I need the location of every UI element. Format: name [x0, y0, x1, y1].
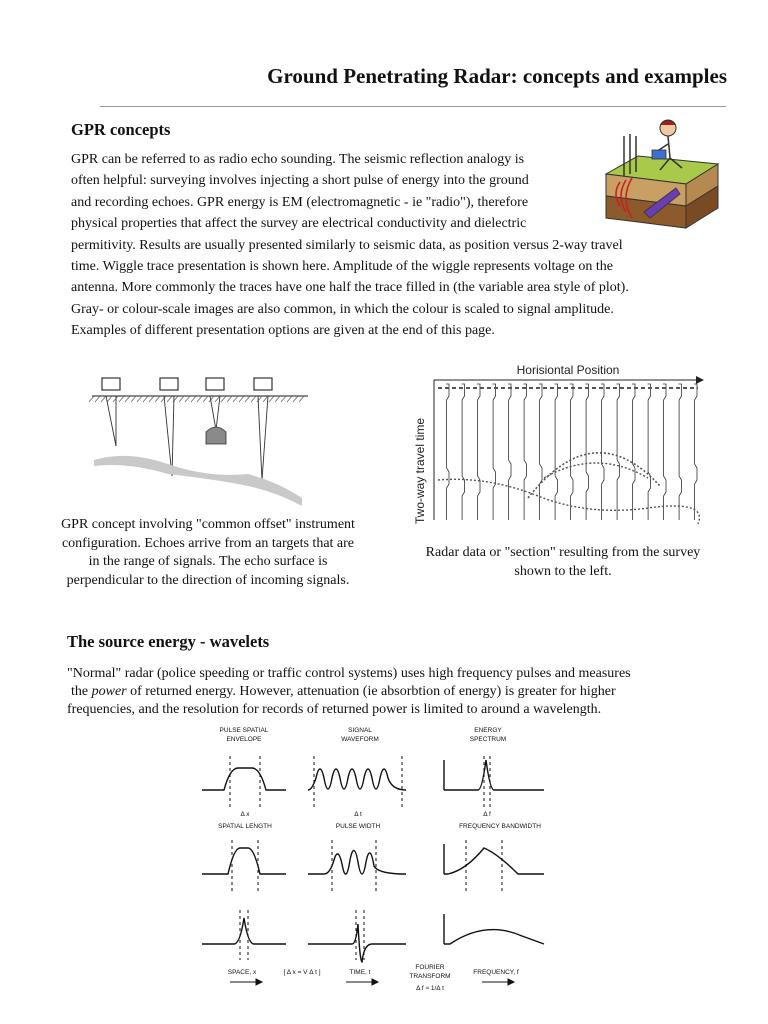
- frequency-bandwidth-label: FREQUENCY BANDWIDTH: [459, 823, 541, 830]
- wiggle-trace: [601, 384, 604, 520]
- frequency-f-label: FREQUENCY, f: [473, 969, 519, 976]
- x-axis-label: Horisiontal Position: [516, 363, 620, 377]
- wiggle-trace: [663, 384, 666, 520]
- common-offset-diagram: [88, 370, 314, 506]
- gpr-concepts-heading: GPR concepts: [71, 120, 171, 139]
- wiggle-trace: [508, 384, 511, 520]
- col1-title-line: ENVELOPE: [226, 736, 262, 743]
- text-span: the: [71, 684, 92, 699]
- col1-title-line: PULSE SPATIAL: [219, 727, 269, 734]
- paragraph-line: [67, 683, 727, 701]
- pulse-width-label: PULSE WIDTH: [335, 823, 381, 830]
- text-span: of returned energy. However, attenuation (ie absorbtion of energy) is greater for higher: [126, 684, 616, 699]
- wiggle-trace: [477, 384, 480, 520]
- wiggle-trace: [586, 384, 589, 520]
- wiggle-trace: [617, 384, 620, 520]
- paragraph-line: physical properties that affect the survey are electrical conductivity and dielectric: [71, 216, 527, 232]
- paragraph-line: time. Wiggle trace presentation is shown here. Amplitude of the wiggle represents voltage on the: [71, 259, 613, 275]
- wiggle-trace: [679, 384, 682, 520]
- delta-t-label: Δ t: [354, 811, 362, 818]
- paragraph-line: antenna. More commonly the traces have one half the trace filled in (the variable area style of plot).: [71, 280, 629, 296]
- paragraph-line: often helpful: surveying involves injecting a short pulse of energy into the ground: [71, 173, 529, 189]
- wiggle-trace: [539, 384, 542, 520]
- gpr-concepts-paragraph: [71, 149, 671, 342]
- wiggle-trace: [462, 384, 465, 520]
- right-figure-caption: Radar data or "section" resulting from the survey shown to the left.: [425, 545, 701, 579]
- wavelets-heading: The source energy - wavelets: [67, 632, 270, 651]
- paragraph-line: GPR can be referred to as radio echo sounding. The seismic reflection analogy is: [71, 152, 525, 167]
- wiggle-trace: [648, 384, 651, 520]
- time-t-label: TIME, t: [349, 969, 371, 976]
- page-title: Ground Penetrating Radar: concepts and examples: [267, 64, 727, 88]
- wiggle-trace: [694, 384, 697, 520]
- gpr-survey-illustration: [598, 116, 720, 244]
- wiggle-trace: [632, 384, 635, 520]
- wiggle-trace: [446, 384, 449, 520]
- wavelet-figure: [196, 720, 552, 1000]
- paragraph-line: Examples of different presentation options are given at the end of this page.: [71, 323, 495, 339]
- wiggle-trace: [524, 384, 527, 520]
- space-x-label: SPACE, x: [227, 969, 257, 976]
- radar-section-plot: [408, 358, 710, 530]
- wavelets-paragraph: [67, 665, 727, 719]
- fourier-label: TRANSFORM: [409, 973, 451, 980]
- delta-x-label: Δ x: [240, 811, 250, 818]
- col2-title-line: SIGNAL: [348, 727, 372, 734]
- paragraph-line: Gray- or colour-scale images are also common, in which the colour is scaled to signal amplitude.: [71, 301, 614, 317]
- left-figure-caption: GPR concept involving "common offset" instrument configuration. Echoes arrive from an targets that are in the range of signals. The echo surface is perpendicular to the direction of incoming signals.: [61, 517, 355, 588]
- paragraph-line: permitivity. Results are usually presented similarly to seismic data, as position versus 2-way travel: [71, 237, 623, 253]
- wiggle-trace: [493, 384, 496, 520]
- col2-title-line: WAVEFORM: [341, 736, 379, 743]
- fourier-label: FOURIER: [415, 964, 445, 971]
- paragraph-line: "Normal" radar (police speeding or traffic control systems) uses high frequency pulses and measures: [67, 666, 631, 681]
- delta-f-label: Δ f: [483, 811, 491, 818]
- fourier-relation-label: Δ f ≈ 1/Δ t: [416, 985, 444, 992]
- wiggle-trace: [570, 384, 573, 520]
- col3-title-line: ENERGY: [474, 727, 502, 734]
- relation-label: [ Δ x = V Δ t ]: [283, 969, 321, 976]
- emphasis-power: power: [91, 684, 127, 699]
- paragraph-line: and recording echoes. GPR energy is EM (electromagnetic - ie "radio"), therefore: [71, 194, 529, 210]
- spatial-length-label: SPATIAL LENGTH: [218, 823, 272, 830]
- wiggle-trace: [555, 384, 558, 520]
- title-divider: [100, 106, 726, 107]
- paragraph-line: frequencies, and the resolution for records of returned power is limited to around a wavelength.: [67, 702, 602, 717]
- col3-title-line: SPECTRUM: [469, 736, 507, 743]
- y-axis-label: Two-way travel time: [413, 417, 427, 524]
